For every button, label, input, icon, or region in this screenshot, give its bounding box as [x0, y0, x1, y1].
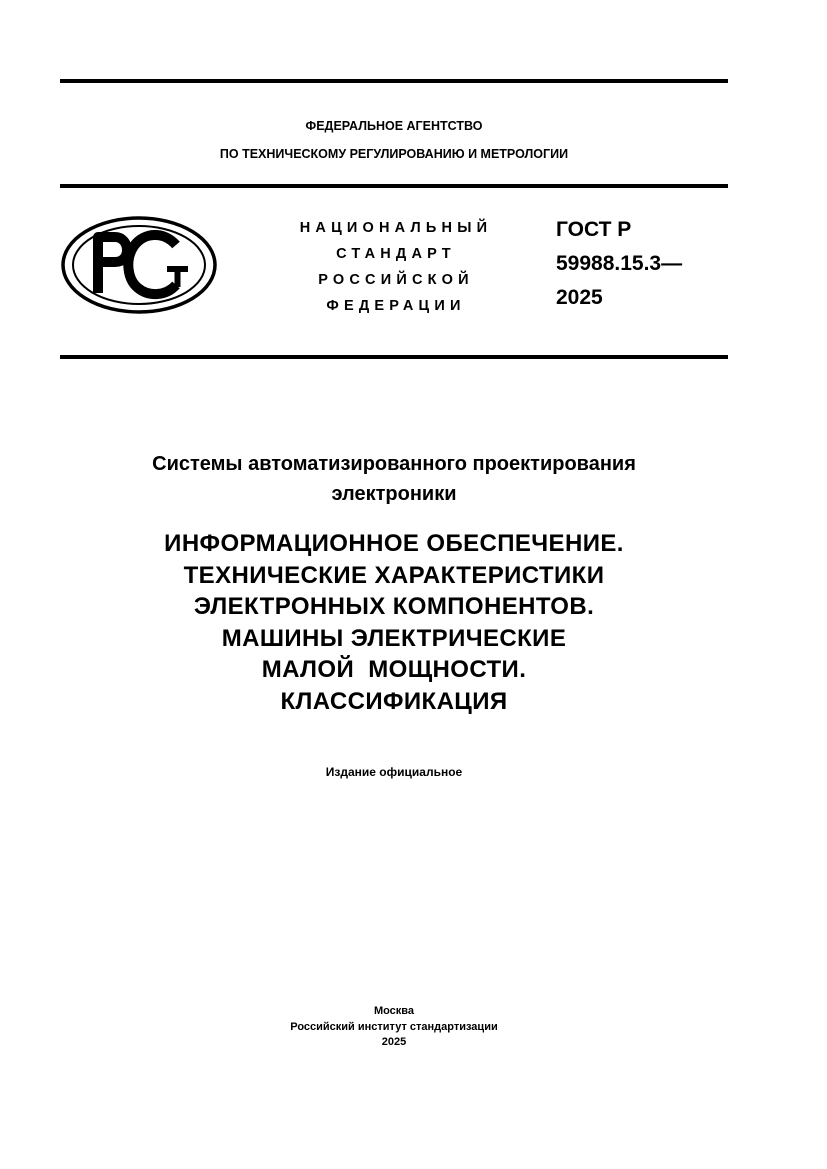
title-line: ИНФОРМАЦИОННОЕ ОБЕСПЕЧЕНИЕ. [164, 530, 624, 557]
standard-type-line-2: СТАНДАРТ [336, 246, 456, 262]
standard-type [282, 215, 510, 319]
designation-line-2: 59988.15.3— [556, 252, 683, 275]
imprint-publisher: Российский институт стандартизации [290, 1020, 498, 1033]
top-divider [60, 79, 728, 83]
imprint [60, 1004, 728, 1051]
agency-line-1: ФЕДЕРАЛЬНОЕ АГЕНТСТВО [305, 119, 483, 133]
title-line: МАЛОЙ МОЩНОСТИ. [261, 656, 527, 683]
standard-type-line-1: НАЦИОНАЛЬНЫЙ [299, 220, 493, 236]
title-line: ЭЛЕКТРОННЫХ КОМПОНЕНТОВ. [193, 593, 595, 620]
imprint-city: Москва [373, 1005, 415, 1017]
standard-designation [556, 213, 682, 315]
title-line: МАШИНЫ ЭЛЕКТРИЧЕСКИЕ [221, 624, 567, 652]
designation-line-1: ГОСТ Р [556, 218, 632, 241]
title-line: КЛАССИФИКАЦИЯ [280, 687, 508, 715]
bottom-divider [60, 355, 728, 359]
agency-header [60, 112, 728, 168]
standard-type-line-3: РОССИЙСКОЙ [318, 272, 474, 288]
subtitle-line-1: Системы автоматизированного проектирования [152, 453, 636, 475]
document-subtitle [60, 449, 728, 509]
designation-line-3: 2025 [556, 286, 603, 309]
standard-type-line-4: ФЕДЕРАЦИИ [326, 298, 466, 314]
agency-line-2: ПО ТЕХНИЧЕСКОМУ РЕГУЛИРОВАНИЮ И МЕТРОЛОГИИ [219, 147, 569, 161]
document-title [60, 528, 728, 717]
imprint-year: 2025 [381, 1036, 407, 1048]
header-divider [60, 184, 728, 188]
title-line: ТЕХНИЧЕСКИЕ ХАРАКТЕРИСТИКИ [183, 561, 605, 589]
rst-gost-certification-mark-icon [60, 215, 218, 315]
edition-note: Издание официальное [325, 765, 463, 779]
subtitle-line-2: электроники [331, 483, 457, 505]
